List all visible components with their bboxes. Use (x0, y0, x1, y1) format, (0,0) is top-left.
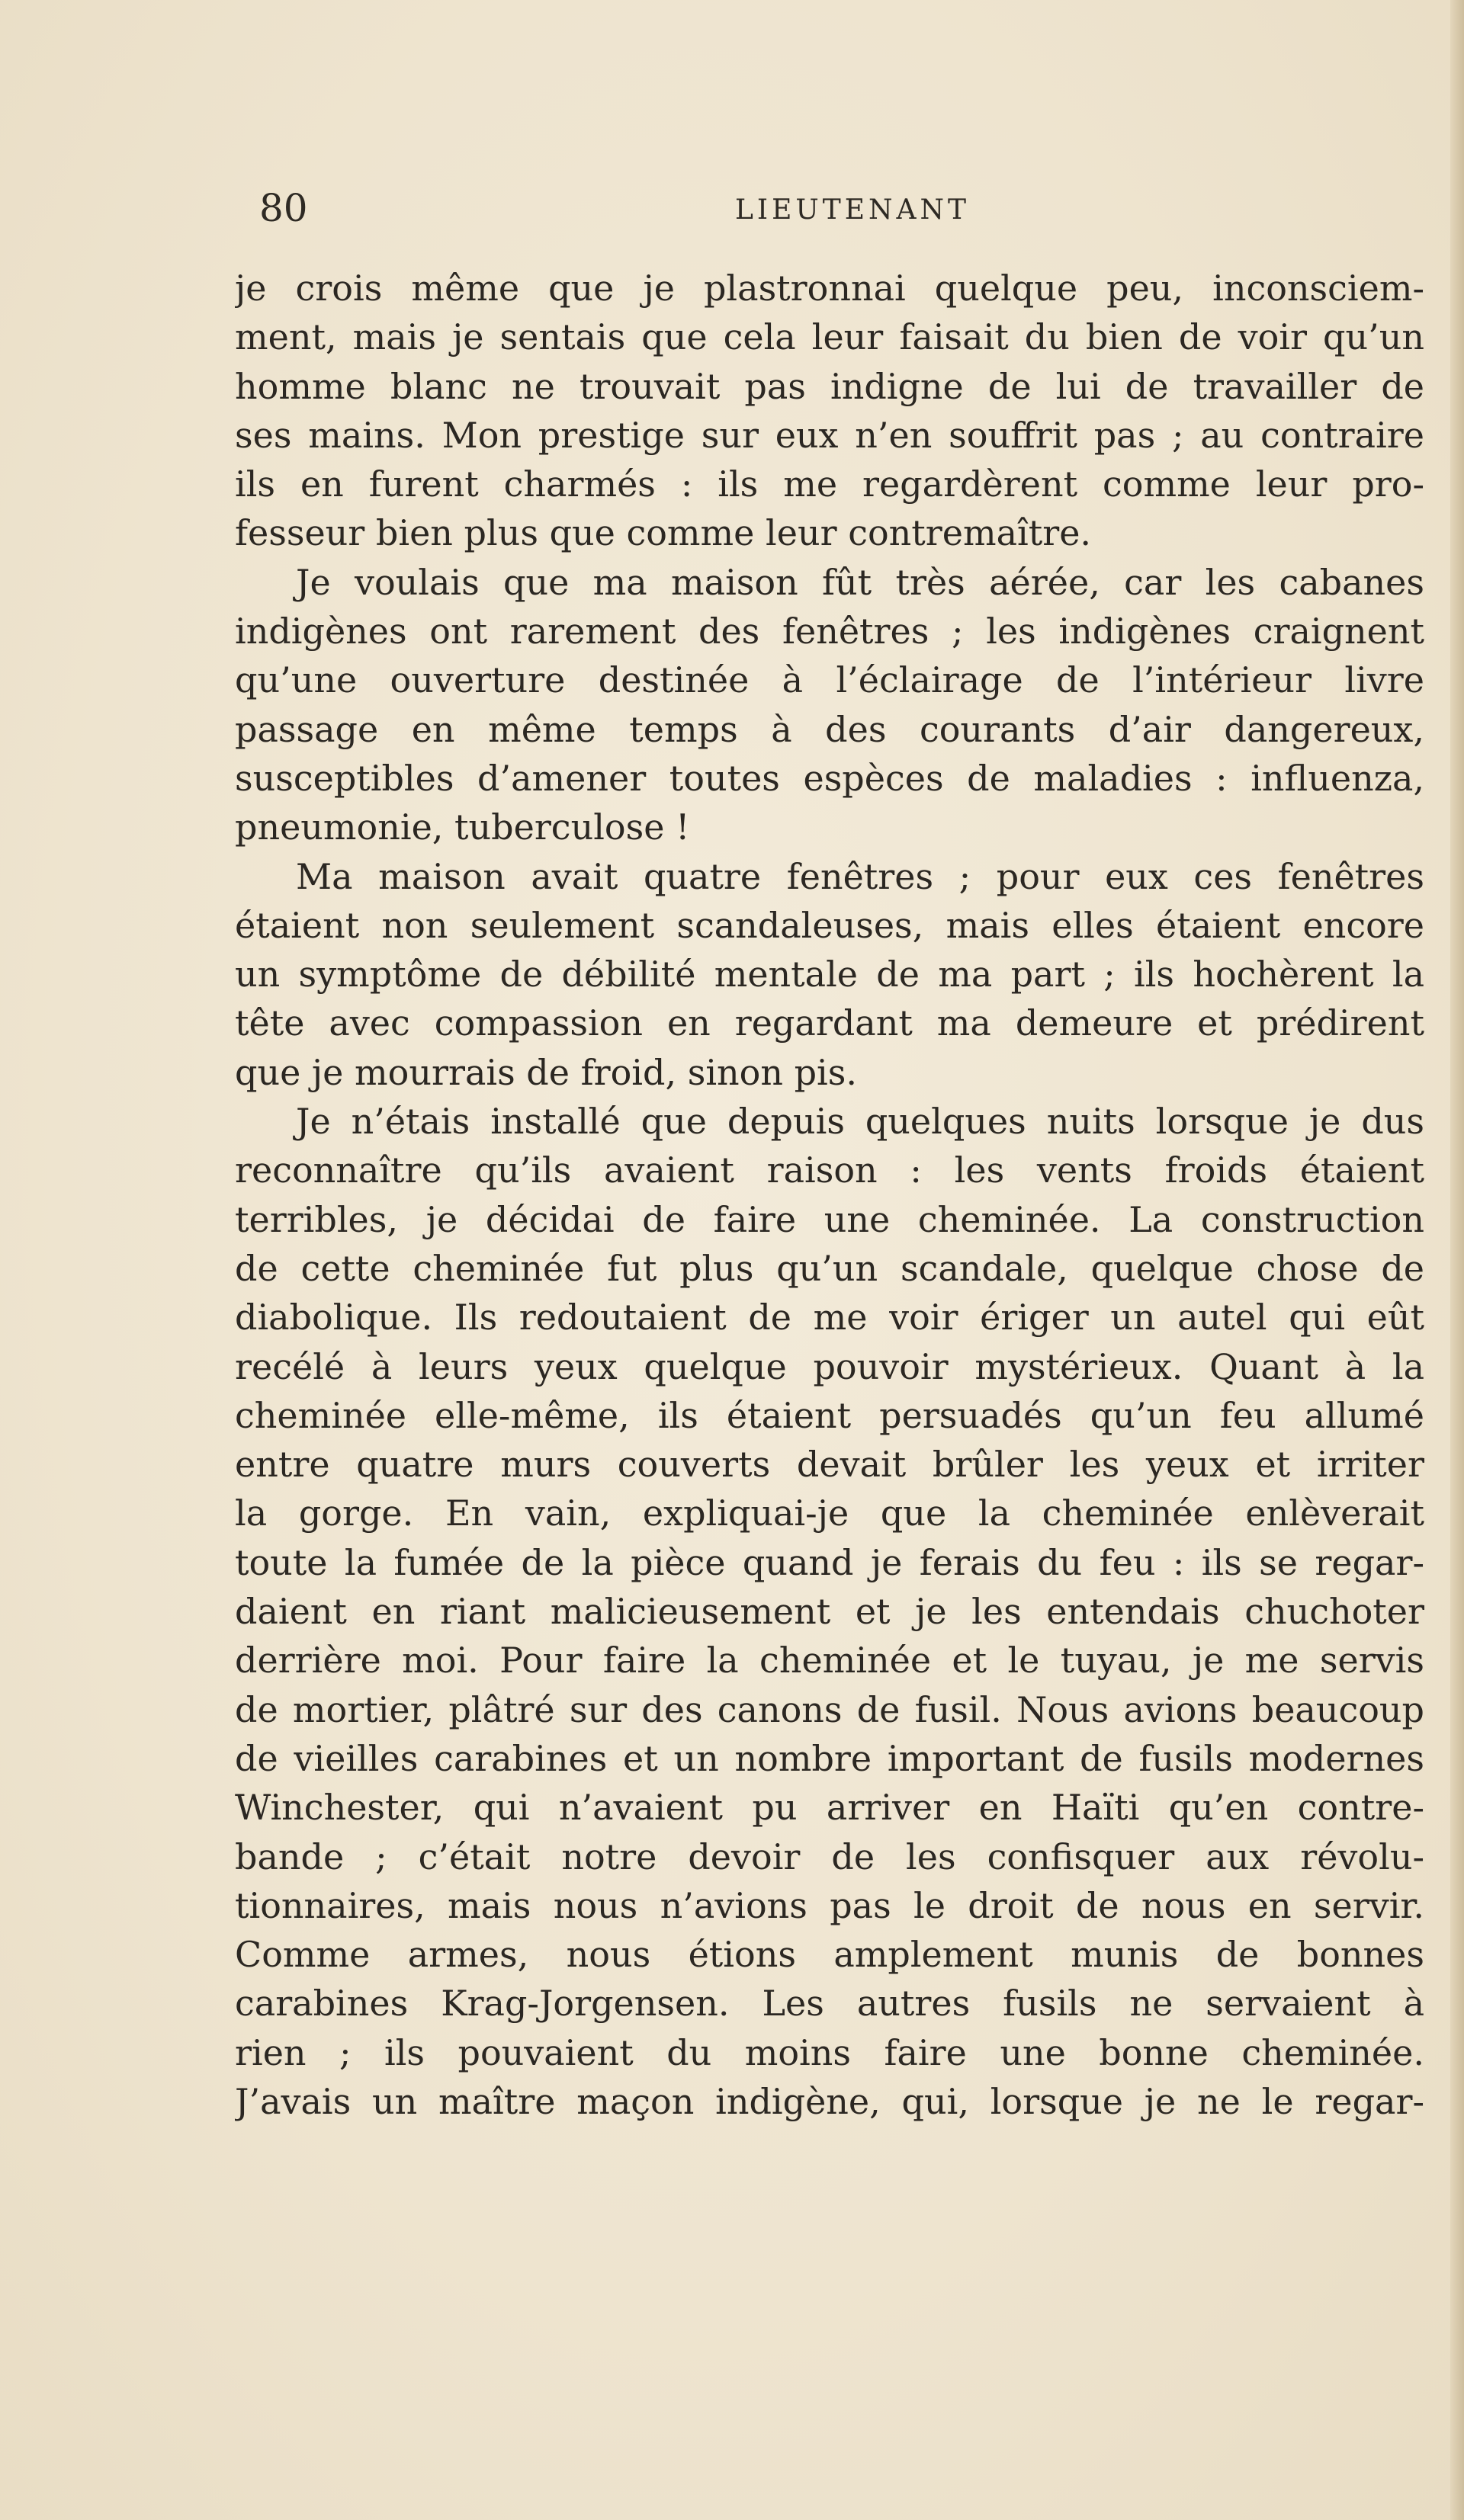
text-line: susceptibles d’amener toutes espèces de maladies : influenza, (235, 757, 1424, 799)
text-line: étaient non seulement scandaleuses, mais elles étaient encore (235, 904, 1424, 946)
page-header (259, 181, 1403, 235)
text-line: recélé à leurs yeux quelque pouvoir mystérieux. Quant à la (235, 1345, 1424, 1387)
text-line: que je mourrais de froid, sinon pis. (235, 1051, 857, 1093)
text-line: passage en même temps à des courants d’air dangereux, (235, 708, 1424, 750)
text-line: la gorge. En vain, expliquai-je que la cheminée enlèverait (235, 1492, 1424, 1534)
text-line: Comme armes, nous étions amplement munis de bonnes (235, 1934, 1424, 1976)
text-line: daient en riant malicieusement et je les entendais chuchoter (235, 1591, 1424, 1633)
running-head: LIEUTENANT (735, 194, 971, 226)
text-line: diabolique. Ils redoutaient de me voir ériger un autel qui eût (235, 1297, 1424, 1339)
text-line: tête avec compassion en regardant ma demeure et prédirent (235, 1002, 1424, 1044)
text-line: ils en furent charmés : ils me regardèrent comme leur pro- (235, 463, 1424, 505)
text-line: indigènes ont rarement des fenêtres ; les indigènes craignent (235, 611, 1424, 652)
text-line: Ma maison avait quatre fenêtres ; pour eux ces fenêtres (296, 855, 1424, 897)
text-line: fesseur bien plus que comme leur contremaître. (235, 512, 1092, 554)
text-line: carabines Krag-Jorgensen. Les autres fusils ne servaient à (235, 1983, 1424, 2025)
text-line: homme blanc ne trouvait pas indigne de lui de travailler de (235, 365, 1424, 407)
text-line: ment, mais je sentais que cela leur faisait du bien de voir qu’un (235, 316, 1424, 358)
page-number: 80 (259, 186, 308, 230)
text-line: pneumonie, tuberculose ! (235, 806, 690, 848)
text-line: tionnaires, mais nous n’avions pas le droit de nous en servir. (235, 1884, 1424, 1926)
text-line: Je voulais que ma maison fût très aérée, car les cabanes (296, 561, 1424, 603)
text-line: bande ; c’était notre devoir de les confisquer aux révolu- (235, 1835, 1424, 1877)
text-line: de cette cheminée fut plus qu’un scandale, quelque chose de (235, 1247, 1424, 1289)
page-edge (1450, 0, 1464, 2520)
text-line: reconnaître qu’ils avaient raison : les vents froids étaient (235, 1149, 1424, 1191)
text-line: toute la fumée de la pièce quand je ferais du feu : ils se regar- (235, 1541, 1424, 1583)
text-line: cheminée elle-même, ils étaient persuadés qu’un feu allumé (235, 1394, 1424, 1436)
text-line: qu’une ouverture destinée à l’éclairage de l’intérieur livre (235, 659, 1424, 701)
text-line: derrière moi. Pour faire la cheminée et le tuyau, je me servis (235, 1640, 1424, 1682)
text-line: de vieilles carabines et un nombre important de fusils modernes (235, 1737, 1424, 1779)
text-line: un symptôme de débilité mentale de ma part ; ils hochèrent la (235, 954, 1424, 995)
text-line: ses mains. Mon prestige sur eux n’en souffrit pas ; au contraire (235, 414, 1424, 456)
text-line: de mortier, plâtré sur des canons de fusil. Nous avions beaucoup (235, 1688, 1424, 1730)
text-line: terribles, je décidai de faire une cheminée. La construction (235, 1198, 1424, 1240)
text-line: J’avais un maître maçon indigène, qui, lorsque je ne le regar- (235, 2080, 1424, 2122)
body-text (235, 264, 1424, 2126)
text-line: Je n’étais installé que depuis quelques nuits lorsque je dus (296, 1101, 1424, 1143)
text-line: je crois même que je plastronnai quelque peu, inconsciem- (235, 268, 1424, 309)
text-line: entre quatre murs couverts devait brûler les yeux et irriter (235, 1444, 1424, 1486)
text-line: rien ; ils pouvaient du moins faire une bonne cheminée. (235, 2031, 1424, 2073)
text-line: Winchester, qui n’avaient pu arriver en Haïti qu’en contre- (235, 1787, 1424, 1829)
